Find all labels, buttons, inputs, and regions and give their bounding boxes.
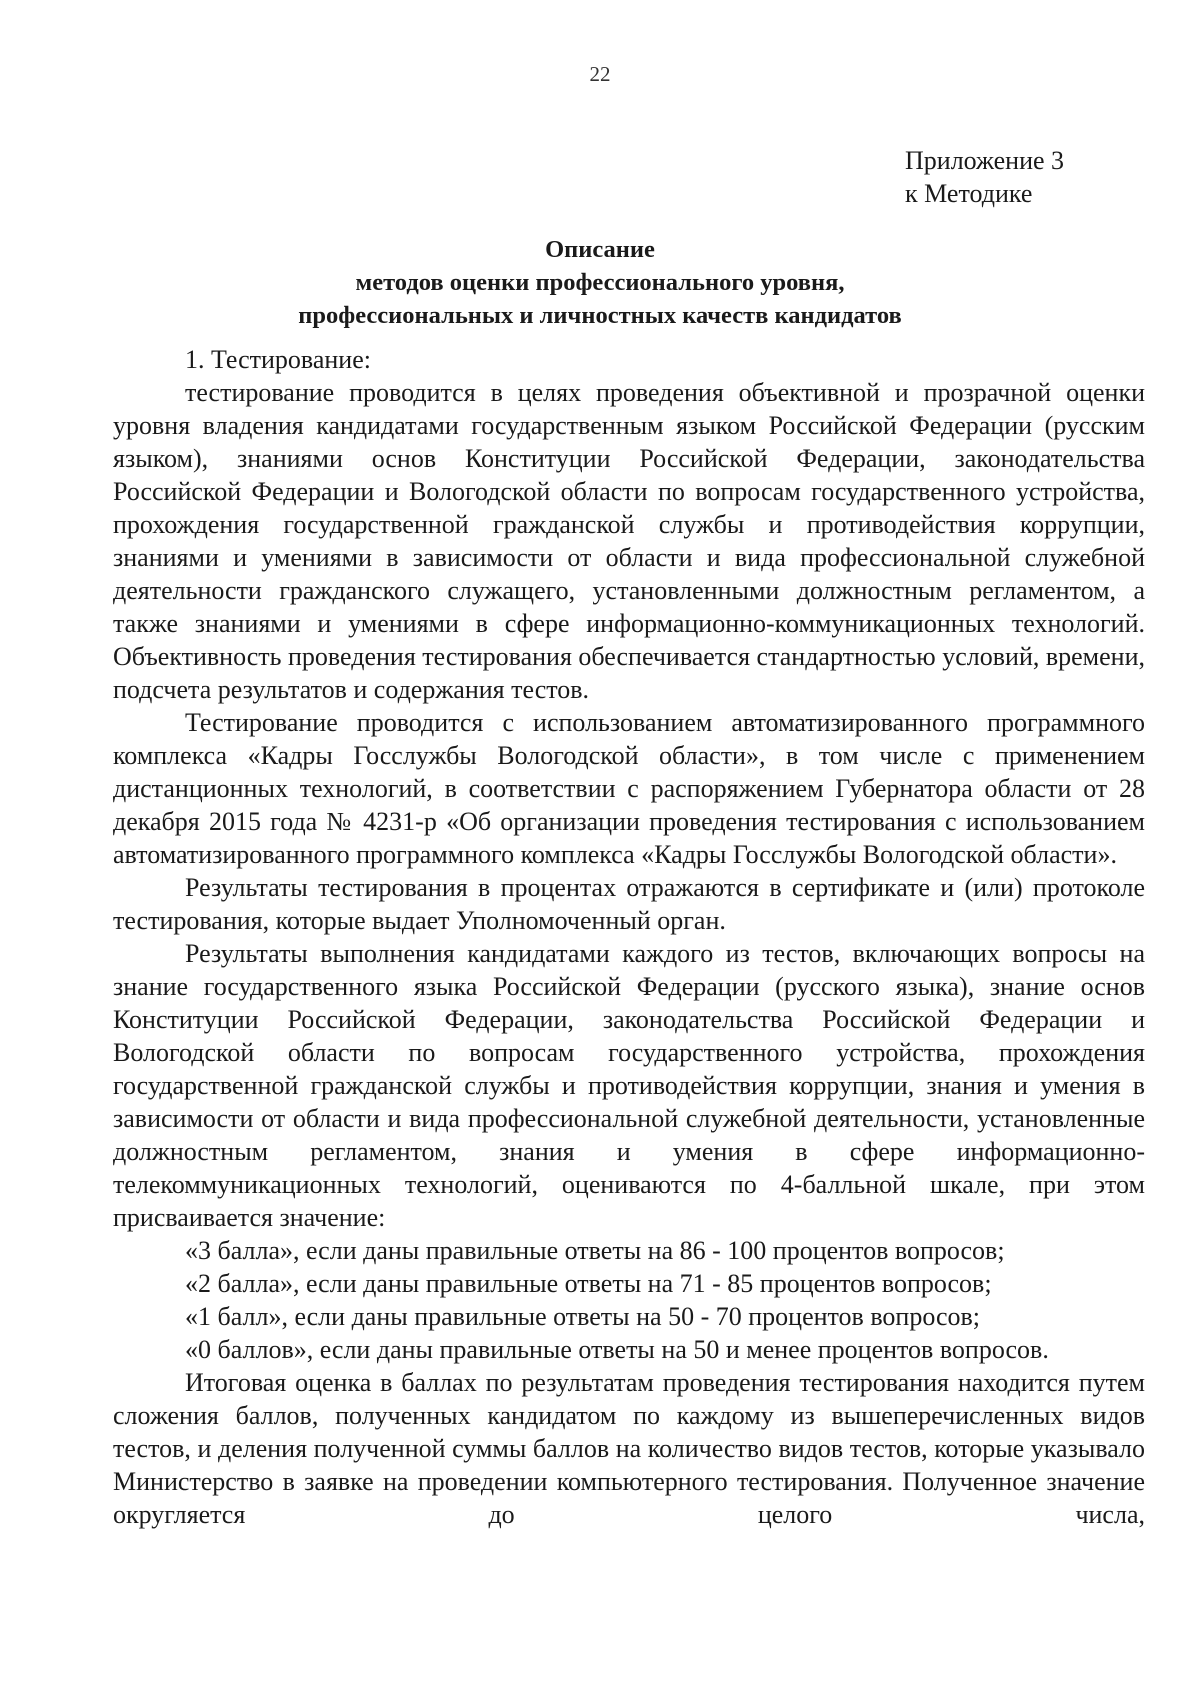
- appendix-line-2: к Методике: [905, 179, 1033, 208]
- paragraph-testing-results: Результаты тестирования в процентах отражаются в сертификате и (или) протоколе тестирования, которые выдает Уполномоченный орган.: [113, 873, 1145, 935]
- paragraph-final-score: Итоговая оценка в баллах по результатам проведения тестирования находится путем сложения баллов, полученных кандидатом по каждому из вышеперечисленных видов тестов, и деления полученной суммы баллов на количество видов тестов, которые указывало Министерство в заявке на проведении компьютерного тестирования. Полученное значение округляется до целого числа,: [113, 1368, 1145, 1529]
- paragraph-testing-purpose: тестирование проводится в целях проведения объективной и прозрачной оценки уровня владения кандидатами государственным языком Российской Федерации (русским языком), знаниями основ Конституции Российской Федерации, законодательства Российской Федерации и Вологодской области по вопросам государственного устройства, прохождения государственной гражданской службы и противодействия коррупции, знаниями и умениями в зависимости от области и вида профессиональной служебной деятельности гражданского служащего, установленными должностным регламентом, а также знаниями и умениями в сфере информационно-коммуникационных технологий. Объективность проведения тестирования обеспечивается стандартностью условий, времени, подсчета результатов и содержания тестов.: [113, 378, 1145, 704]
- title-line-3: профессиональных и личностных качеств кандидатов: [298, 302, 902, 329]
- page-number: 22: [589, 62, 611, 86]
- document-title: [0, 233, 1200, 332]
- score-item-1: «1 балл», если даны правильные ответы на 50 - 70 процентов вопросов;: [185, 1302, 981, 1331]
- appendix-reference: [905, 144, 1064, 210]
- score-item-0: «0 баллов», если даны правильные ответы на 50 и менее процентов вопросов.: [185, 1335, 1049, 1364]
- appendix-line-1: Приложение 3: [905, 146, 1065, 175]
- title-line-1: Описание: [545, 236, 655, 263]
- score-item-3: «3 балла», если даны правильные ответы на 86 - 100 процентов вопросов;: [185, 1236, 1005, 1265]
- paragraph-testing-software: Тестирование проводится с использованием автоматизированного программного комплекса «Кадры Госслужбы Вологодской области», в том числе с применением дистанционных технологий, в соответствии с распоряжением Губернатора области от 28 декабря 2015 года № 4231-р «Об организации проведения тестирования с использованием автоматизированного программного комплекса «Кадры Госслужбы Вологодской области».: [113, 708, 1145, 869]
- document-body: [113, 343, 1145, 1531]
- section-heading: 1. Тестирование:: [185, 345, 371, 374]
- score-item-2: «2 балла», если даны правильные ответы на 71 - 85 процентов вопросов;: [185, 1269, 992, 1298]
- paragraph-scoring-scale: Результаты выполнения кандидатами каждого из тестов, включающих вопросы на знание государственного языка Российской Федерации (русского языка), знание основ Конституции Российской Федерации, законодательства Российской Федерации и Вологодской области по вопросам государственного устройства, прохождения государственной гражданской службы и противодействия коррупции, знания и умения в зависимости от области и вида профессиональной служебной деятельности, установленные должностным регламентом, знания и умения в сфере информационно-телекоммуникационных технологий, оцениваются по 4-балльной шкале, при этом присваивается значение:: [113, 939, 1145, 1232]
- title-line-2: методов оценки профессионального уровня,: [355, 269, 845, 296]
